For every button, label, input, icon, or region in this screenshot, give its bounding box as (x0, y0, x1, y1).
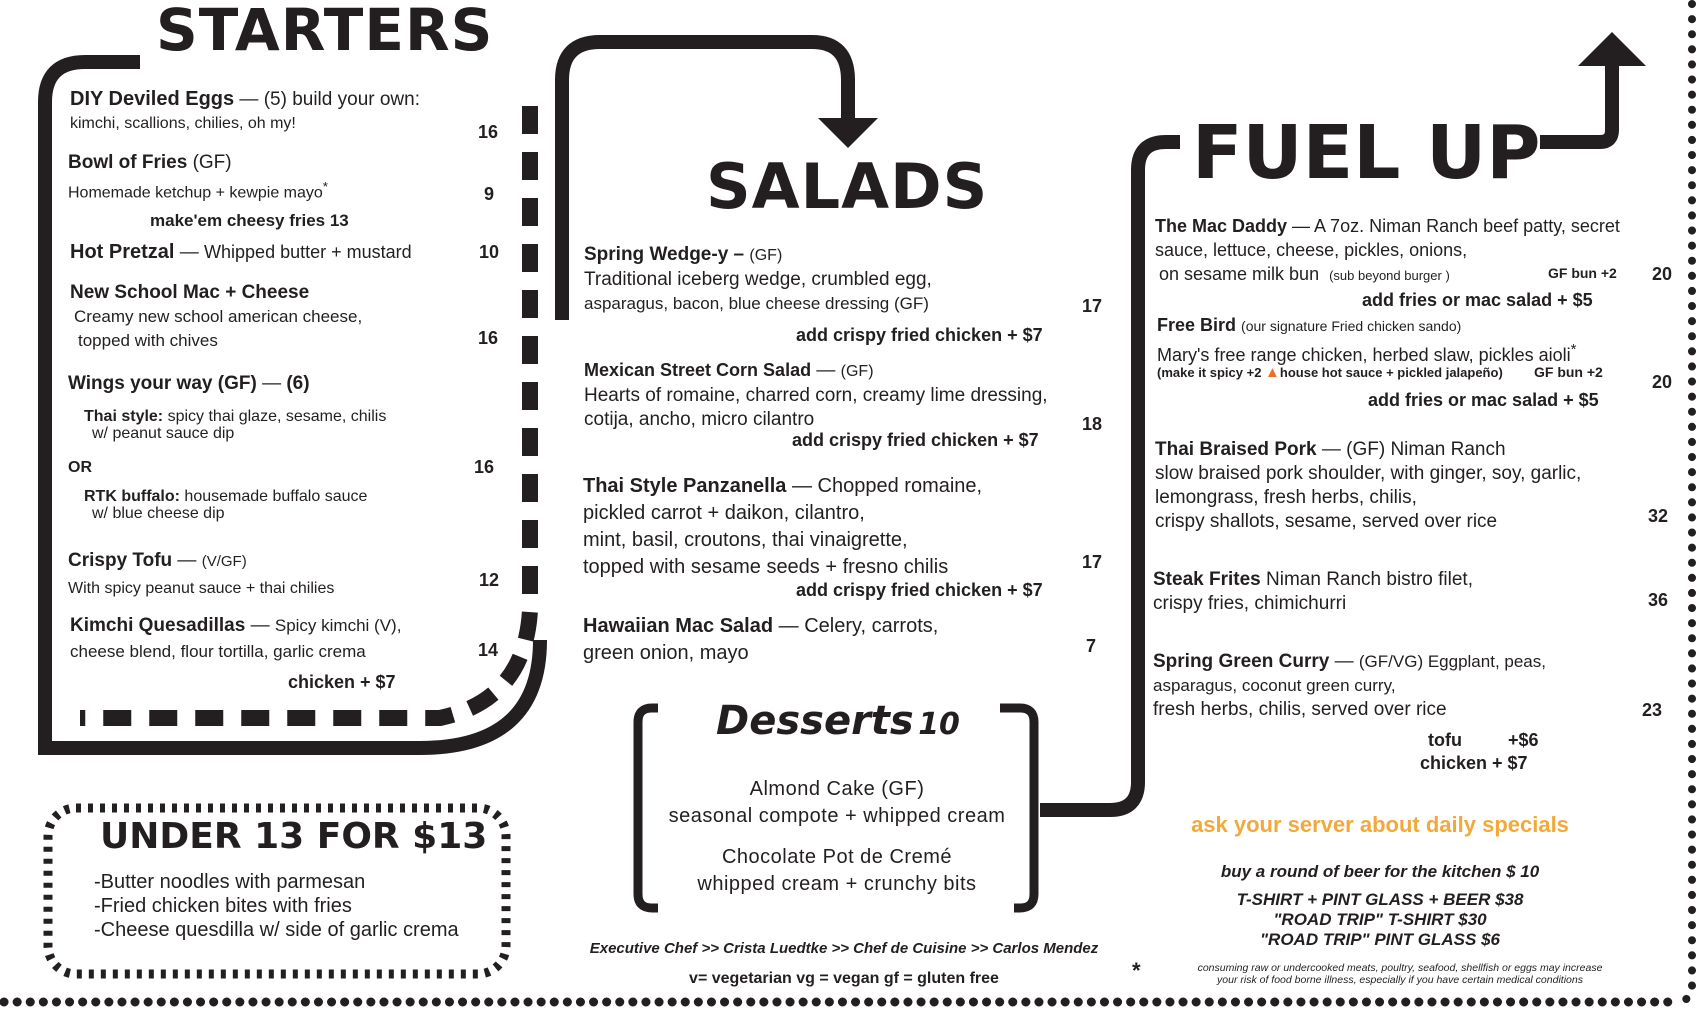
desserts-title: Desserts 10 (716, 698, 960, 744)
price: 20 (1652, 372, 1673, 392)
salads-title: SALADS (706, 150, 989, 223)
curry-tofu-addon: tofu (1428, 730, 1462, 750)
asterisk-icon: * (1570, 341, 1577, 358)
item-name: Mexican Street Corn Salad (584, 360, 812, 380)
item-desc: Mary's free range chicken, herbed slaw, pickles aioli (1157, 345, 1571, 365)
curry-tofu-price: +$6 (1508, 730, 1539, 750)
salads-arrow-head (818, 118, 878, 148)
item-desc-2: fresh herbs, chilis, served over rice (1153, 699, 1447, 720)
item-note: (sub beyond burger ) (1329, 268, 1450, 283)
kids-menu-list (94, 870, 459, 942)
gf-bun-option: GF bun +2 (1534, 364, 1603, 380)
starters-title: STARTERS (156, 0, 494, 64)
item-name: Crispy Tofu (68, 550, 173, 571)
item-name: Spring Green Curry (1153, 651, 1330, 672)
fuel-spring-green-curry: Spring Green Curry — (GF/VG) Eggplant, peas, asparagus, coconut green curry, fresh herbs, chilis, served over rice (1153, 650, 1663, 722)
price: 23 (1642, 700, 1663, 720)
starter-deviled-eggs: DIY Deviled Eggs — (5) build your own: kimchi, scallions, chilies, oh my! (70, 87, 480, 136)
item-desc: slow braised pork shoulder, with ginger, soy, garlic, (1155, 463, 1582, 484)
item-name: Bowl of Fries (68, 152, 188, 173)
starter-crispy-tofu: Crispy Tofu — (V/GF) With spicy peanut sauce + thai chilies (68, 549, 488, 601)
item-desc: Traditional iceberg wedge, crumbled egg, (584, 269, 932, 290)
salad-thai-panzanella: Thai Style Panzanella — Chopped romaine, pickled carrot + daikon, cilantro, mint, basil, croutons, thai vinaigrette, topped with sesame seeds + fresno chilis (583, 473, 1123, 581)
item-name: New School Mac + Cheese (70, 282, 310, 303)
item-desc-2: on sesame milk bun (1159, 264, 1320, 284)
item-name: Free Bird (1157, 315, 1237, 335)
price: 17 (1082, 296, 1103, 316)
addon: add fries or mac salad + $5 (1362, 290, 1593, 310)
price: 10 (479, 242, 500, 262)
merch-road-trip-pint: "ROAD TRIP" PINT GLASS $6 (1260, 930, 1500, 949)
price: 16 (474, 457, 495, 477)
asterisk-icon: * (322, 179, 328, 194)
salad-mexican-street-corn: Mexican Street Corn Salad — (GF) Hearts of romaine, charred corn, creamy lime dressing, cotija, ancho, micro cilantro (584, 358, 1124, 432)
item-name: Wings your way (GF) (68, 373, 257, 394)
price: 12 (479, 570, 500, 590)
price: 20 (1652, 264, 1673, 284)
item-desc-3: crispy shallots, sesame, served over rice (1155, 511, 1498, 532)
desserts-price: 10 (918, 707, 960, 742)
fuel-thai-braised-pork: Thai Braised Pork — (GF) Niman Ranch slow braised pork shoulder, with ginger, soy, garlic, lemongrass, fresh herbs, chilis, crispy shallots, sesame, served over rice (1155, 438, 1665, 534)
starter-bowl-of-fries: Bowl of Fries (GF) Homemade ketchup + kewpie mayo* (68, 152, 328, 202)
fuel-arrow-head (1578, 32, 1646, 66)
item-name: Kimchi Quesadillas (70, 615, 246, 636)
right-dotted-border (1675, 4, 1692, 1002)
item-desc: sauce, lettuce, cheese, pickles, onions, (1155, 240, 1468, 260)
fuel-steak-frites: Steak Frites Niman Ranch bistro filet, crispy fries, chimichurri (1153, 568, 1663, 616)
item-desc-3: topped with sesame seeds + fresno chilis (583, 556, 949, 578)
starter-hot-pretzal: Hot Pretzal — Whipped butter + mustard (70, 241, 412, 263)
item-desc: crispy fries, chimichurri (1153, 593, 1347, 614)
item-desc: kimchi, scallions, chilies, oh my! (70, 115, 296, 132)
item-name: Thai style: (84, 408, 164, 425)
fuel-arrow-line (1540, 65, 1612, 142)
wings-rtk-buffalo: RTK buffalo: housemade buffalo sauce w/ blue cheese dip (84, 488, 484, 522)
gf-bun-option: GF bun +2 (1548, 265, 1617, 281)
merch-tshirt-pint-beer: T-SHIRT + PINT GLASS + BEER $38 (1236, 890, 1524, 909)
item-desc-2: asparagus, bacon, blue cheese dressing (GF) (584, 294, 929, 313)
addon: add crispy fried chicken + $7 (796, 580, 1043, 600)
item-name: Hot Pretzal (70, 241, 175, 263)
addon: add fries or mac salad + $5 (1368, 390, 1599, 410)
item-name: Steak Frites (1153, 569, 1261, 590)
price: 36 (1648, 590, 1669, 610)
item-desc: cheese blend, flour tortilla, garlic crema (70, 642, 366, 661)
starter-wings: Wings your way (GF) — (6) (68, 373, 310, 394)
salad-hawaiian-mac: Hawaiian Mac Salad — Celery, carrots, green onion, mayo (583, 613, 1123, 667)
item-name: Thai Style Panzanella (583, 475, 787, 497)
item-name: The Mac Daddy (1155, 216, 1288, 236)
item-name: Spring Wedge-y (584, 244, 729, 265)
merch-road-trip-tshirt: "ROAD TRIP" T-SHIRT $30 (1273, 910, 1487, 929)
starter-kimchi-quesadillas: Kimchi Quesadillas — Spicy kimchi (V), cheese blend, flour tortilla, garlic crema (70, 614, 490, 664)
fuel-mac-daddy: The Mac Daddy — A 7oz. Niman Ranch beef patty, secret sauce, lettuce, cheese, pickles, onions, on sesame milk bun (sub beyond burger ) (1155, 214, 1665, 288)
wings-thai-style: Thai style: spicy thai glaze, sesame, chilis w/ peanut sauce dip (84, 408, 484, 442)
dessert-chocolate-pot: Chocolate Pot de Cremé whipped cream + crunchy bits (697, 846, 977, 895)
kids-title: UNDER 13 FOR $13 (100, 816, 488, 857)
item-desc: green onion, mayo (583, 642, 749, 664)
item-name: Hawaiian Mac Salad (583, 615, 774, 637)
starter-mac-cheese (70, 281, 470, 353)
price: 18 (1082, 414, 1103, 434)
addon: add crispy fried chicken + $7 (796, 325, 1043, 345)
item-desc-2: lemongrass, fresh herbs, chilis, (1155, 487, 1417, 508)
curry-chicken-addon: chicken + $7 (1420, 753, 1528, 773)
item-desc: w/ peanut sauce dip (92, 425, 235, 442)
salad-spring-wedgey: Spring Wedge-y – (GF) Traditional iceberg wedge, crumbled egg, asparagus, bacon, blue cheese dressing (GF) (584, 243, 1124, 316)
cheesy-fries-addon: make'em cheesy fries 13 (150, 211, 349, 230)
price: 14 (478, 640, 499, 660)
item-name: DIY Deviled Eggs (70, 88, 235, 110)
kids-item: -Cheese quesdilla w/ side of garlic crema (94, 919, 459, 941)
item-desc: Homemade ketchup + kewpie mayo (68, 184, 323, 202)
daily-specials-note: ask your server about daily specials (1191, 812, 1569, 837)
beer-for-kitchen: buy a round of beer for the kitchen $ 10 (1220, 862, 1540, 881)
item-desc-2: cotija, ancho, micro cilantro (584, 409, 815, 430)
flame-icon: ▲ (1265, 364, 1280, 381)
item-desc-2: mint, basil, croutons, thai vinaigrette, (583, 529, 908, 551)
raw-food-warning: consuming raw or undercooked meats, poultry, seafood, shellfish or eggs may increase your risk of food borne illness, especially if you have certain medical conditions (1197, 962, 1603, 986)
price: 7 (1086, 636, 1097, 656)
free-bird-spicy-option: (make it spicy +2 ▲house hot sauce + pickled jalapeño) (1157, 364, 1503, 381)
quesadilla-chicken-addon: chicken + $7 (288, 672, 396, 692)
item-desc: Creamy new school american cheese, (74, 307, 363, 326)
chef-credits: Executive Chef >> Crista Luedtke >> Chef de Cuisine >> Carlos Mendez (589, 940, 1099, 957)
item-desc: Hearts of romaine, charred corn, creamy lime dressing, (584, 385, 1048, 406)
price: 16 (478, 122, 499, 142)
price: 9 (484, 184, 495, 204)
item-desc: pickled carrot + daikon, cilantro, (583, 502, 865, 524)
item-desc: With spicy peanut sauce + thai chilies (68, 580, 335, 597)
fuel-free-bird: Free Bird (our signature Fried chicken sando) Mary's free range chicken, herbed slaw, pickles aioli* (1157, 315, 1577, 365)
item-name: RTK buffalo: (84, 488, 180, 505)
diet-legend: v= vegetarian vg = vegan gf = gluten free (689, 970, 999, 987)
item-desc-2: topped with chives (78, 331, 218, 350)
item-desc: w/ blue cheese dip (92, 505, 225, 522)
price: 32 (1648, 506, 1669, 526)
wings-or: OR (68, 459, 92, 476)
item-name: Thai Braised Pork (1155, 439, 1317, 460)
kids-item: -Fried chicken bites with fries (94, 895, 352, 917)
fuel-title: FUEL UP (1192, 110, 1541, 196)
price: 17 (1082, 552, 1103, 572)
price: 16 (478, 328, 499, 348)
addon: add crispy fried chicken + $7 (792, 430, 1039, 450)
item-desc: asparagus, coconut green curry, (1153, 676, 1396, 695)
kids-item: -Butter noodles with parmesan (94, 871, 366, 893)
asterisk-icon: * (1132, 958, 1141, 983)
dessert-almond-cake: Almond Cake (GF) seasonal compote + whipped cream (668, 778, 1006, 827)
